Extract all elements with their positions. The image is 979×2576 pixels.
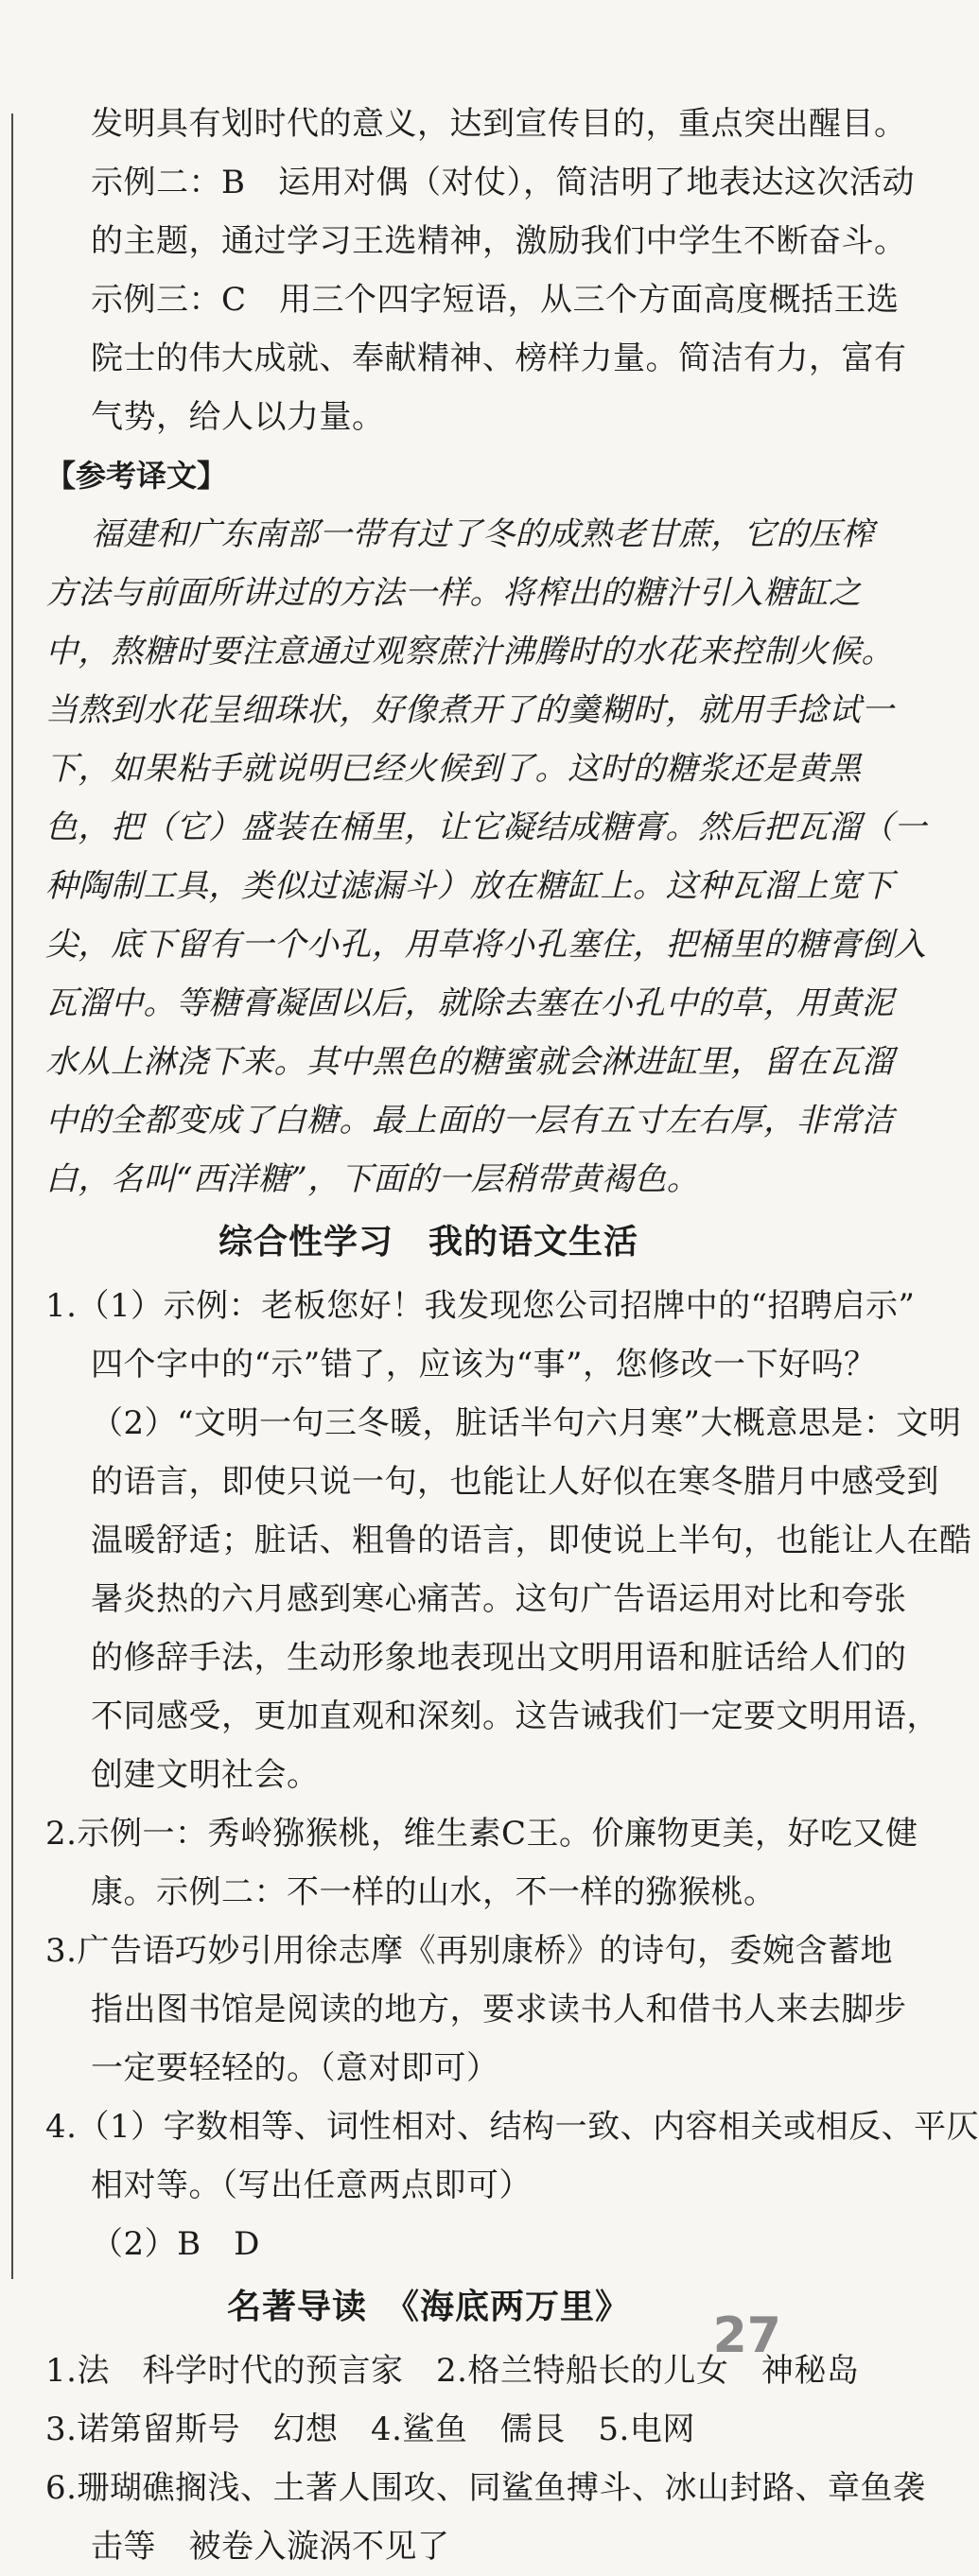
answer-line: 6.珊瑚礁搁浅、土著人围攻、同鲨鱼搏斗、冰山封路、章鱼袭 [45,2469,926,2507]
text-line: 的主题，通过学习王选精神，激励我们中学生不断奋斗。 [91,222,907,260]
answer-line: 击等 被卷入漩涡不见了 [91,2528,450,2566]
section-comprehensive-body [45,1277,979,2273]
answer-line: （2）“文明一句三冬暖，脏话半句六月寒”大概意思是：文明 [91,1404,962,1442]
answer-line: 4.（1）字数相等、词性相对、结构一致、内容相关或相反、平仄 [45,2108,979,2146]
answer-line: 1.（1）示例：老板您好！我发现您公司招牌中的“招聘启示” [45,1287,916,1325]
answer-line: 创建文明社会。 [91,1756,320,1794]
translation-line: 下，如果粘手就说明已经火候到了。这时的糖浆还是黄黑 [45,750,862,788]
translation-block [45,505,927,1209]
translation-line: 中的全都变成了白糖。最上面的一层有五寸左右厚，非常洁 [45,1102,894,1140]
text-line: 气势，给人以力量。 [91,398,385,436]
answer-line: 温暖舒适；脏话、粗鲁的语言，即使说上半句，也能让人在酷 [91,1522,972,1559]
answer-line: 暑炎热的六月感到寒心痛苦。这句广告语运用对比和夸张 [91,1580,907,1618]
page-number: 27 [712,2307,781,2364]
translation-line: 白，名叫“西洋糖”，下面的一层稍带黄褐色。 [45,1160,700,1198]
margin-rule [11,113,13,2279]
text-line: 发明具有划时代的意义，达到宣传目的，重点突出醒目。 [91,105,907,143]
translation-heading: 【参考译文】 [45,458,228,494]
answer-line: 的修辞手法，生动形象地表现出文明用语和脏话给人们的 [91,1639,907,1677]
answer-line: 的语言，即使只说一句，也能让人好似在寒冬腊月中感受到 [91,1463,939,1501]
text-line: 示例二：B 运用对偶（对仗），简洁明了地表达这次活动 [91,164,915,201]
section-title-classics: 名著导读 《海底两万里》 [226,2288,630,2326]
translation-line: 水从上淋浇下来。其中黑色的糖蜜就会淋进缸里，留在瓦溜 [45,1043,894,1081]
answer-line: 3.诺第留斯号 幻想 4.鲨鱼 儒艮 5.电网 [45,2411,695,2448]
section-classics-body [45,2341,926,2576]
translation-line: 中，熬糖时要注意通过观察蔗汁沸腾时的水花来控制火候。 [45,633,894,670]
text-line: 院士的伟大成就、奉献精神、榜样力量。简洁有力，富有 [91,339,907,377]
text-line: 示例三：C 用三个四字短语，从三个方面高度概括王选 [91,281,900,319]
translation-line: 福建和广东南部一带有过了冬的成熟老甘蔗，它的压榨 [91,515,874,553]
answer-line: 不同感受，更加直观和深刻。这告诫我们一定要文明用语， [91,1697,939,1735]
answer-line: （2）B D [91,2225,260,2263]
section-title-comprehensive: 综合性学习 我的语文生活 [218,1223,638,1262]
translation-line: 色，把（它）盛装在桶里，让它凝结成糖膏。然后把瓦溜（一 [45,809,927,846]
answer-line: 四个字中的“示”错了，应该为“事”，您修改一下好吗？ [91,1346,877,1384]
answer-line: 1.法 科学时代的预言家 2.格兰特船长的儿女 神秘岛 [45,2352,860,2390]
translation-line: 尖，底下留有一个小孔，用草将小孔塞住，把桶里的糖膏倒入 [45,926,927,964]
translation-line: 种陶制工具，类似过滤漏斗）放在糖缸上。这种瓦溜上宽下 [45,867,894,905]
translation-line: 瓦溜中。等糖膏凝固以后，就除去塞在小孔中的草，用黄泥 [45,984,894,1022]
answer-line: 2.示例一：秀岭猕猴桃，维生素C王。价廉物更美，好吃又健 [45,1815,918,1853]
answer-line: 一定要轻轻的。（意对即可） [91,2049,499,2087]
answer-line: 康。示例二：不一样的山水，不一样的猕猴桃。 [91,1873,777,1911]
translation-line: 方法与前面所讲过的方法一样。将榨出的糖汁引入糖缸之 [45,574,862,612]
answer-line: 3.广告语巧妙引用徐志摩《再别康桥》的诗句，委婉含蓄地 [45,1932,893,1970]
page-content [45,95,979,2576]
answer-line: 相对等。（写出任意两点即可） [91,2167,532,2204]
answer-line: 指出图书馆是阅读的地方，要求读书人和借书人来去脚步 [91,1991,907,2028]
top-answer-block [45,95,915,446]
translation-line: 当熬到水花呈细珠状，好像煮开了的羹糊时，就用手捻试一 [45,691,894,729]
